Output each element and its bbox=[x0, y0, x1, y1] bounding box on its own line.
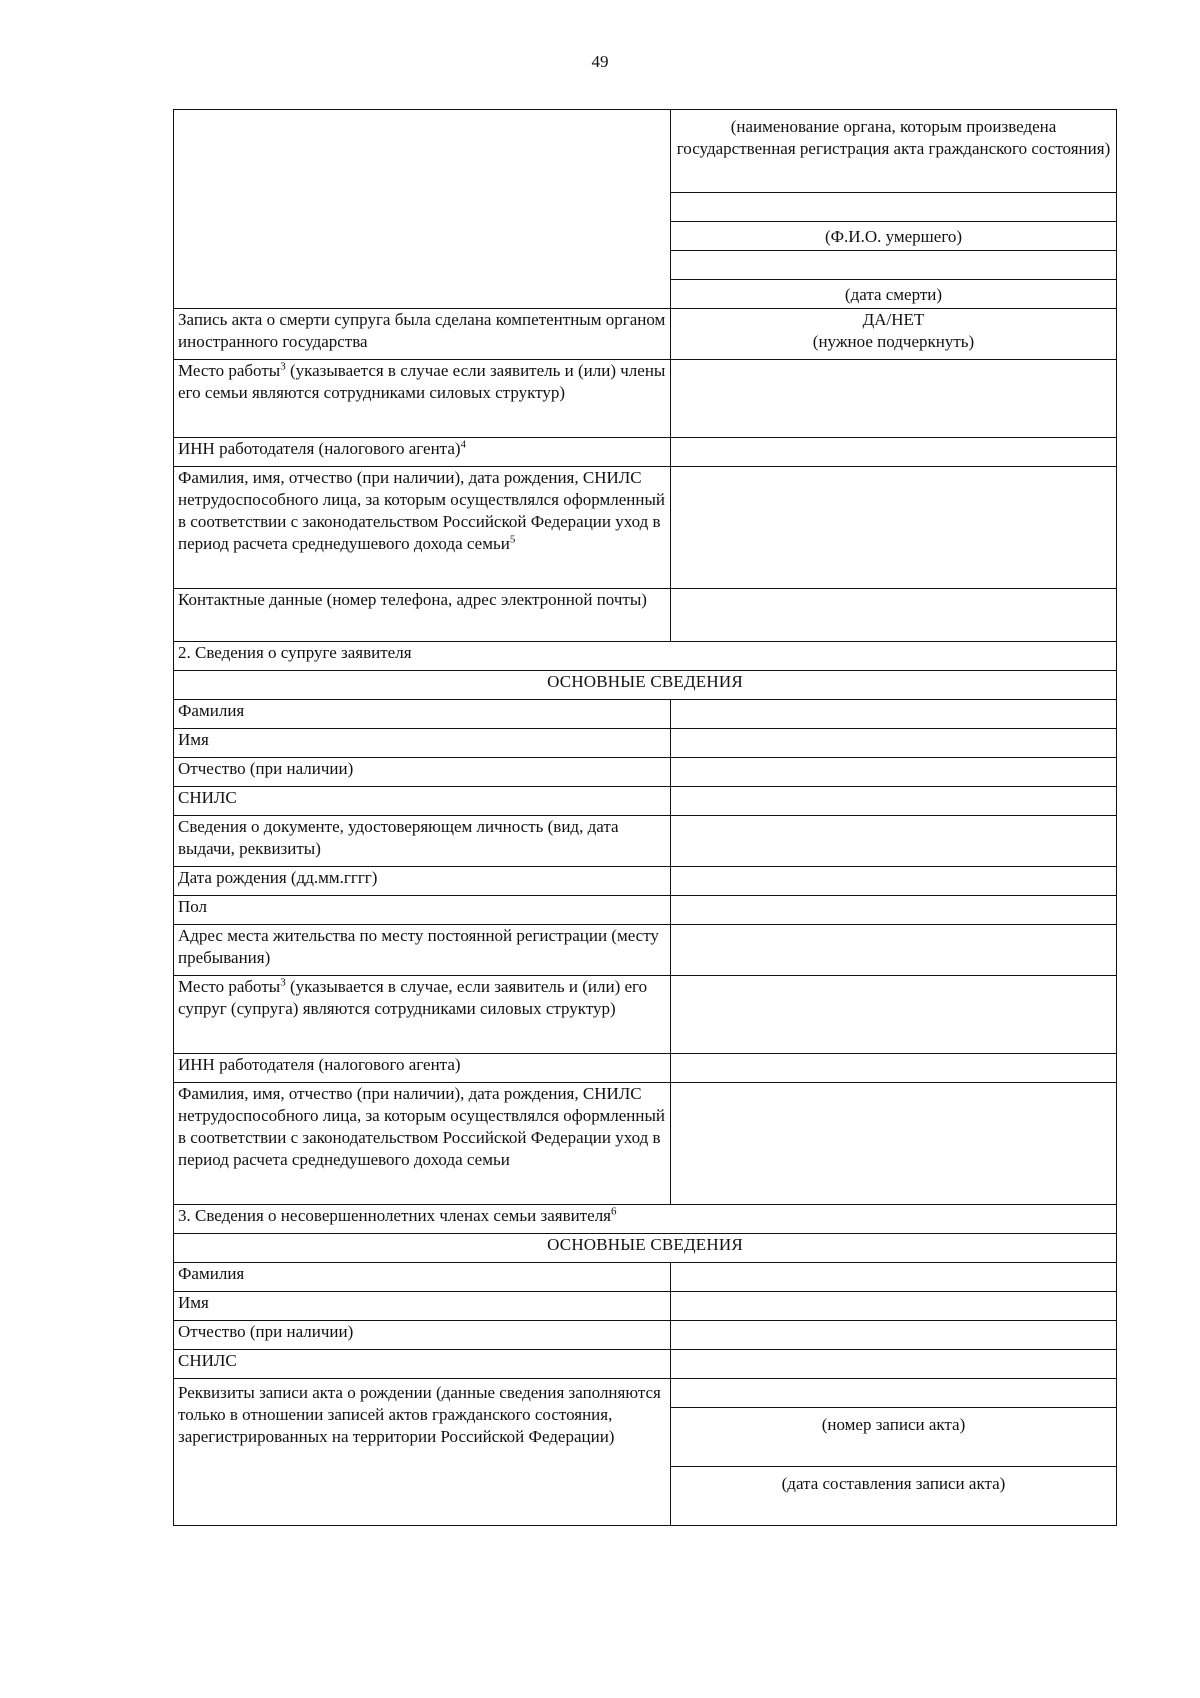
child-snils-field[interactable] bbox=[671, 1350, 1117, 1379]
child-name-label: Имя bbox=[174, 1292, 671, 1321]
spouse-inn-label: ИНН работодателя (налогового агента) bbox=[174, 1054, 671, 1083]
section-3-title-cell bbox=[174, 1205, 1117, 1234]
authority-caption: (наименование органа, которым произведена государственная регистрация акта гражданского состояния) bbox=[676, 117, 1111, 158]
spouse-birth-date-field[interactable] bbox=[671, 867, 1117, 896]
spouse-address-field[interactable] bbox=[671, 925, 1117, 976]
deceased-name-caption: (Ф.И.О. умершего) bbox=[671, 222, 1117, 251]
spouse-snils-field[interactable] bbox=[671, 787, 1117, 816]
deceased-name-field[interactable] bbox=[671, 193, 1117, 222]
spouse-birth-date-label: Дата рождения (дд.мм.гггг) bbox=[174, 867, 671, 896]
top-left-empty-cell bbox=[174, 110, 671, 309]
application-form-table bbox=[173, 109, 1117, 1526]
spouse-name-label: Имя bbox=[174, 729, 671, 758]
footnote-4-marker: 4 bbox=[460, 438, 467, 451]
section-3-heading: ОСНОВНЫЕ СВЕДЕНИЯ bbox=[174, 1234, 1117, 1263]
inn-label: ИНН работодателя (налогового агента) bbox=[178, 439, 461, 458]
workplace-label: Место работы bbox=[178, 361, 281, 380]
birth-record-label: Реквизиты записи акта о рождении (данные сведения заполняются только в отношении записей актов гражданского состояния, зарегистрированных на территории Российской Федерации) bbox=[174, 1379, 671, 1526]
spouse-address-label: Адрес места жительства по месту постоянной регистрации (месту пребывания) bbox=[174, 925, 671, 976]
spouse-sex-field[interactable] bbox=[671, 896, 1117, 925]
child-surname-field[interactable] bbox=[671, 1263, 1117, 1292]
record-number-field[interactable] bbox=[671, 1379, 1117, 1408]
record-date-caption: (дата составления записи акта) bbox=[671, 1467, 1117, 1526]
footnote-6-marker: 6 bbox=[611, 1205, 617, 1218]
care-label: Фамилия, имя, отчество (при наличии), дата рождения, СНИЛС нетрудоспособного лица, за которым осуществлялся оформленный в соответствии с законодательством Российской Федерации уход в период расчета среднедушевого дохода семьи bbox=[178, 468, 665, 553]
section-3-title: 3. Сведения о несовершеннолетних членах семьи заявителя bbox=[178, 1206, 612, 1225]
child-patronymic-field[interactable] bbox=[671, 1321, 1117, 1350]
spouse-workplace-label-cell bbox=[174, 976, 671, 1054]
inn-label-cell bbox=[174, 438, 671, 467]
contacts-field[interactable] bbox=[671, 589, 1117, 642]
yes-no-hint: (нужное подчеркнуть) bbox=[812, 332, 975, 351]
spouse-id-doc-field[interactable] bbox=[671, 816, 1117, 867]
spouse-workplace-note: (указывается в случае, если заявитель и (или) его супруг (супруга) являются сотрудниками силовых структур) bbox=[178, 977, 648, 1018]
footnote-5-marker: 5 bbox=[509, 533, 516, 546]
authority-caption-cell bbox=[671, 110, 1117, 193]
workplace-note: (указывается в случае если заявитель и (или) члены его семьи являются сотрудниками силовых структур) bbox=[178, 361, 666, 402]
spouse-surname-field[interactable] bbox=[671, 700, 1117, 729]
inn-field[interactable] bbox=[671, 438, 1117, 467]
spouse-surname-label: Фамилия bbox=[174, 700, 671, 729]
contacts-label: Контактные данные (номер телефона, адрес электронной почты) bbox=[174, 589, 671, 642]
spouse-workplace-field[interactable] bbox=[671, 976, 1117, 1054]
child-surname-label: Фамилия bbox=[174, 1263, 671, 1292]
child-patronymic-label: Отчество (при наличии) bbox=[174, 1321, 671, 1350]
spouse-snils-label: СНИЛС bbox=[174, 787, 671, 816]
spouse-care-field[interactable] bbox=[671, 1083, 1117, 1205]
yes-no-value: ДА/НЕТ bbox=[862, 310, 925, 329]
footnote-3-marker-2: 3 bbox=[280, 976, 286, 989]
spouse-workplace-label: Место работы bbox=[178, 977, 281, 996]
foreign-record-choice[interactable] bbox=[671, 309, 1117, 360]
spouse-inn-field[interactable] bbox=[671, 1054, 1117, 1083]
spouse-care-label: Фамилия, имя, отчество (при наличии), дата рождения, СНИЛС нетрудоспособного лица, за которым осуществлялся оформленный в соответствии с законодательством Российской Федерации уход в период расчета среднедушевого дохода семьи bbox=[174, 1083, 671, 1205]
care-field[interactable] bbox=[671, 467, 1117, 589]
spouse-sex-label: Пол bbox=[174, 896, 671, 925]
care-label-cell bbox=[174, 467, 671, 589]
workplace-label-cell bbox=[174, 360, 671, 438]
page-number: 49 bbox=[591, 52, 609, 71]
footnote-3-marker: 3 bbox=[280, 360, 286, 373]
spouse-id-doc-label: Сведения о документе, удостоверяющем личность (вид, дата выдачи, реквизиты) bbox=[174, 816, 671, 867]
spouse-name-field[interactable] bbox=[671, 729, 1117, 758]
spouse-patronymic-field[interactable] bbox=[671, 758, 1117, 787]
child-snils-label: СНИЛС bbox=[174, 1350, 671, 1379]
workplace-field[interactable] bbox=[671, 360, 1117, 438]
foreign-record-label: Запись акта о смерти супруга была сделана компетентным органом иностранного государства bbox=[174, 309, 671, 360]
section-2-heading: ОСНОВНЫЕ СВЕДЕНИЯ bbox=[174, 671, 1117, 700]
spouse-patronymic-label: Отчество (при наличии) bbox=[174, 758, 671, 787]
section-2-title: 2. Сведения о супруге заявителя bbox=[174, 642, 1117, 671]
death-date-caption: (дата смерти) bbox=[671, 280, 1117, 309]
death-date-field[interactable] bbox=[671, 251, 1117, 280]
record-number-caption: (номер записи акта) bbox=[671, 1408, 1117, 1467]
child-name-field[interactable] bbox=[671, 1292, 1117, 1321]
